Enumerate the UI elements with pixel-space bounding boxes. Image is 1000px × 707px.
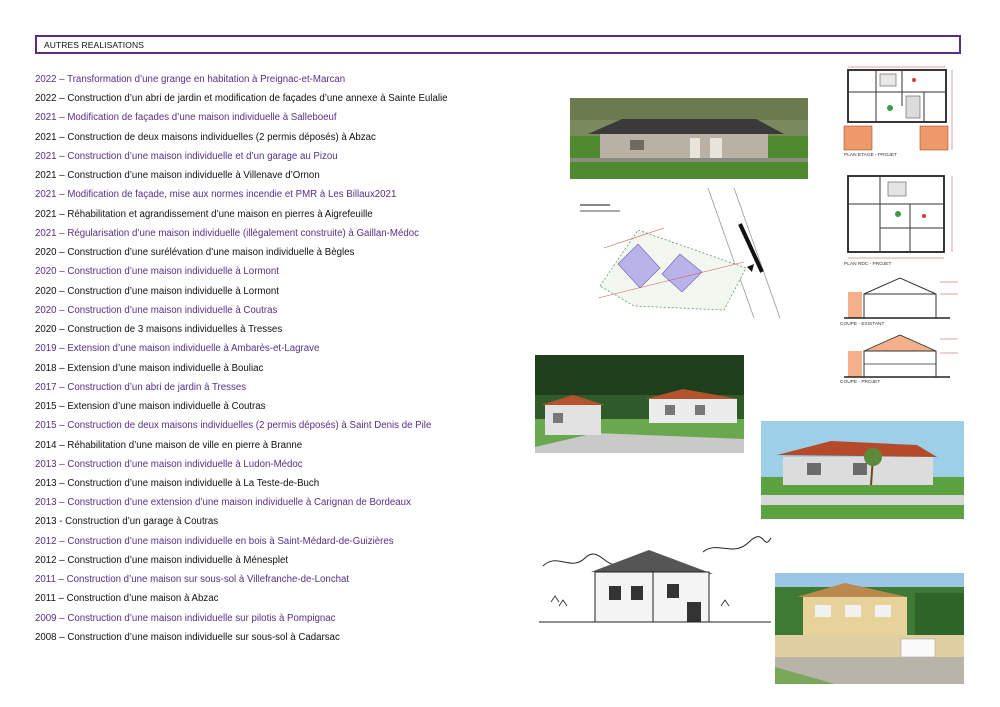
section-existing-image [840,272,968,330]
house-sketch [537,532,773,629]
house-render-2 [535,355,744,453]
project-text: 2022 – Construction d’un abri de jardin et modification de façades d’une annexe à Sainte Eulalie [35,93,448,104]
drawing-caption: PLAN RDC - PROJET [844,262,892,267]
drawing-caption: COUPE - PROJET [840,380,881,385]
project-line [35,227,419,241]
project-text: 2020 – Construction de 3 maisons individuelles à Tresses [35,324,283,335]
project-text: 2012 – Construction d’une maison individuelle à Ménesplet [35,555,289,566]
project-line [35,458,303,472]
floor-plan-ground-image [840,170,968,270]
project-text: 2020 – Construction d’une maison individuelle à Coutras [35,305,278,316]
project-line [35,554,288,568]
project-line [35,342,319,356]
project-text: 2015 – Construction de deux maisons individuelles (2 permis déposés) à Saint Denis de Pile [35,420,432,431]
project-text: 2021 – Réhabilitation et agrandissement d’une maison en pierres à Aigrefeuille [35,209,373,220]
project-line [35,592,218,606]
project-text: 2014 – Réhabilitation d’une maison de ville en pierre à Branne [35,440,303,451]
floor-plan-upper-image [840,66,968,162]
project-line [35,188,396,202]
project-line [35,381,246,395]
project-text: 2013 - Construction d’un garage à Coutras [35,516,219,527]
project-text: 2017 – Construction d’un abri de jardin à Tresses [35,382,247,393]
project-text: 2013 – Construction d’une maison individuelle à Ludon-Médoc [35,459,303,470]
project-line [35,477,319,491]
project-line [35,265,279,279]
project-line [35,131,376,145]
project-line [35,535,394,549]
project-line [35,73,345,87]
project-text: 2015 – Extension d’une maison individuelle à Coutras [35,401,266,412]
house-photo [775,573,964,684]
section-title: AUTRES REALISATIONS [44,40,144,50]
project-text: 2012 – Construction d’une maison individuelle en bois à Saint-Médard-de-Guizières [35,536,394,547]
project-line [35,285,279,299]
project-text: 2008 – Construction d’une maison individuelle sur sous-sol à Cadarsac [35,632,340,643]
project-text: 2020 – Construction d’une maison individuelle à Lormont [35,286,279,297]
project-line [35,612,336,626]
section-project-image [840,333,968,389]
project-line [35,419,431,433]
project-text: 2021 – Modification de façade, mise aux normes incendie et PMR à Les Billaux2021 [35,189,397,200]
drawing-caption: PLAN ETAGE - PROJET [844,153,897,158]
project-text: 2022 – Transformation d’une grange en habitation à Preignac-et-Marcan [35,74,346,85]
project-text: 2021 – Construction d’une maison individuelle et d’un garage au Pizou [35,151,338,162]
project-line [35,150,338,164]
project-line [35,323,282,337]
project-line [35,92,448,106]
project-text: 2020 – Construction d’une maison individuelle à Lormont [35,266,279,277]
section-title-box [35,35,961,54]
project-line [35,515,218,529]
project-text: 2018 – Extension d’une maison individuelle à Bouliac [35,363,264,374]
drawing-caption: COUPE - EXISTANT [840,322,885,327]
project-text: 2013 – Construction d’une maison individuelle à La Teste-de-Buch [35,478,320,489]
project-text: 2019 – Extension d’une maison individuelle à Ambarès-et-Lagrave [35,343,320,354]
project-text: 2020 – Construction d’une surélévation d’une maison individuelle à Bègles [35,247,355,258]
project-line [35,246,354,260]
project-text: 2021 – Construction d’une maison individuelle à Villenave d’Ornon [35,170,320,181]
project-text: 2011 – Construction d’une maison à Abzac [35,593,219,604]
project-line [35,631,340,645]
project-line [35,573,349,587]
project-text: 2021 – Régularisation d’une maison individuelle (illégalement construite) à Gaillan-Médoc [35,228,419,239]
project-text: 2011 – Construction d’une maison sur sous-sol à Villefranche-de-Lonchat [35,574,350,585]
site-plan-image [574,188,796,318]
project-text: 2013 – Construction d’une extension d’une maison individuelle à Carignan de Bordeaux [35,497,411,508]
project-line [35,439,302,453]
project-line [35,496,411,510]
project-line [35,304,277,318]
project-text: 2021 – Construction de deux maisons individuelles (2 permis déposés) à Abzac [35,132,376,143]
project-text: 2009 – Construction d’une maison individuelle sur pilotis à Pompignac [35,613,336,624]
project-line [35,362,263,376]
project-line [35,111,337,125]
project-line [35,400,266,414]
house-render-3 [761,421,964,519]
house-render-1 [570,98,808,179]
project-line [35,208,373,222]
project-line [35,169,320,183]
project-text: 2021 – Modification de façades d’une maison individuelle à Salleboeuf [35,112,337,123]
